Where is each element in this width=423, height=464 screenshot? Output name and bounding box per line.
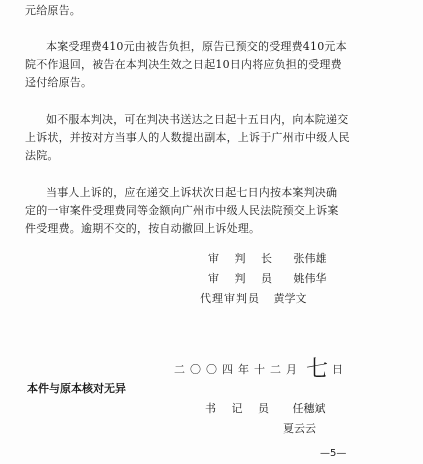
judgment-date [174,352,348,383]
clerk-role: 书 记 员 [205,402,275,415]
clerk-signature [205,402,326,416]
paragraph-line: 法院。 [25,149,59,162]
signature-role: 审 判 员 [208,272,278,285]
signature-name: 张伟雄 [293,252,327,265]
paragraph-line: 迳付给原告。 [25,76,93,89]
signature-judge [208,272,327,286]
paragraph-line: 院不作退回，被告在本判决生效之日起10日内将应负担的受理费 [25,58,342,71]
signature-judge-chief [208,252,327,266]
paragraph-line: 上诉状，并按对方当事人的人数提出副本，上诉于广州市中级人民 [25,131,350,144]
certification-text: 本件与原本核对无异 [27,382,126,395]
signature-name: 姚伟华 [293,272,327,285]
paragraph-line: 元给原告。 [25,4,81,17]
signature-role: 审 判 长 [208,252,278,265]
paragraph-line: 如不服本判决，可在判决书送达之日起十五日内，向本院递交 [46,113,349,126]
date-handwritten-day: 七 [306,357,329,382]
date-suffix: 日 [332,363,349,376]
paragraph-line: 本案受理费410元由被告负担，原告已预交的受理费410元本 [46,40,347,53]
clerk-name: 任穗斌 [292,402,326,415]
paragraph-line: 定的一审案件受理费同等金额向广州市中级人民法院预交上诉案 [25,204,339,217]
page-number: —5— [320,448,347,459]
signature-role: 代理审判员 [200,292,260,305]
paragraph-line: 当事人上诉的，应在递交上诉状次日起七日内按本案判决确 [46,186,338,199]
clerk-name-second: 夏云云 [283,422,316,435]
paragraph-line: 件受理费。逾期不交的，按自动撤回上诉处理。 [25,222,261,235]
signature-acting-judge [200,292,307,306]
signature-name: 黄学文 [273,292,307,305]
date-prefix: 二〇〇四年十二月 [174,363,302,376]
